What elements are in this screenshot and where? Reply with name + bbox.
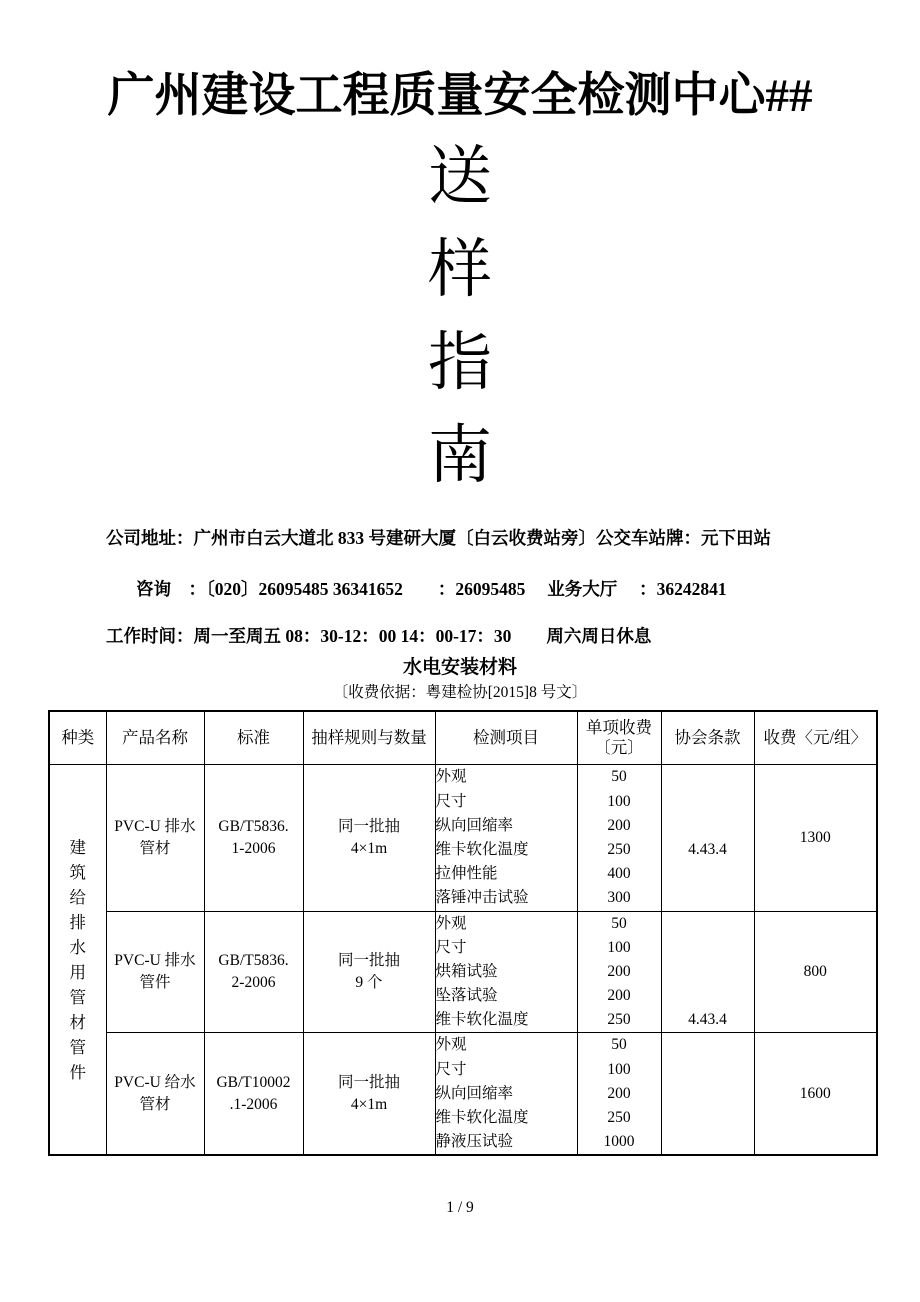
header-unit-fee: 单项收费 〔元〕	[577, 711, 661, 765]
working-hours-line: 工作时间：周一至周五 08：30-12：00 14：00-17：30 周六周日休息	[106, 626, 652, 647]
fee-table-group-row	[49, 911, 877, 1033]
test-item-name: 维卡软化温度	[435, 1109, 529, 1127]
sampling-rule-line: 同一批抽	[337, 1073, 400, 1091]
product-name-line: PVC-U 给水	[114, 1073, 196, 1091]
sampling-rule-line: 4×1m	[350, 839, 388, 857]
unit-fee-value: 100	[607, 938, 631, 956]
product-name-line: PVC-U 排水	[114, 951, 196, 969]
unit-fees-cell	[577, 1033, 661, 1155]
unit-fee-value: 1000	[603, 1133, 635, 1151]
unit-fee-value: 200	[607, 816, 631, 834]
unit-fees-cell	[577, 765, 661, 911]
unit-fee-value: 50	[611, 1036, 627, 1054]
standard-line: GB/T5836.	[218, 817, 289, 835]
unit-fee-value: 400	[607, 865, 631, 883]
standard-cell	[204, 911, 303, 1033]
header-category: 种类	[49, 711, 106, 765]
test-item-name: 静液压试验	[435, 1133, 514, 1151]
category-char: 筑	[69, 862, 86, 882]
association-clause-value	[662, 886, 754, 910]
unit-fee-value: 200	[607, 987, 631, 1005]
fee-table-group-row	[49, 765, 877, 911]
vertical-title-char: 送	[428, 141, 492, 213]
unit-fee-value: 100	[607, 792, 631, 810]
test-items-cell	[435, 911, 577, 1033]
header-association-clause: 协会条款	[661, 711, 754, 765]
section-fee-basis-note: 〔收费依据：粤建检协[2015]8 号文〕	[332, 684, 588, 702]
test-item-name: 坠落试验	[435, 987, 498, 1005]
unit-fee-value: 250	[607, 1109, 631, 1127]
standard-line: GB/T10002	[216, 1073, 291, 1091]
category-char: 管	[69, 1037, 86, 1057]
category-char: 材	[69, 1012, 86, 1032]
test-item-name: 拉伸性能	[435, 865, 498, 883]
info-block	[0, 526, 920, 648]
fee-table	[48, 710, 878, 1156]
product-name-line: PVC-U 排水	[114, 817, 196, 835]
product-name-cell	[106, 1033, 204, 1155]
sampling-rule-cell	[303, 1033, 435, 1155]
group-fee-cell: 1300	[754, 765, 877, 911]
test-item-name: 尺寸	[435, 938, 467, 956]
contact-phone-line: 咨询 ：〔020〕26095485 36341652 ：26095485 业务大厅 ：36242841	[136, 579, 727, 600]
product-name-line: 管件	[139, 973, 171, 991]
association-clause-cell	[661, 765, 754, 911]
association-clause-value	[662, 1033, 754, 1057]
unit-fee-value: 50	[611, 768, 627, 786]
test-item-name: 烘箱试验	[435, 962, 498, 980]
fee-table-group-row	[49, 1033, 877, 1155]
association-clause-value	[662, 936, 754, 960]
header-sampling-rule: 抽样规则与数量	[303, 711, 435, 765]
standard-cell	[204, 765, 303, 911]
category-char: 管	[69, 987, 86, 1007]
test-item-name: 维卡软化温度	[435, 1011, 529, 1029]
sampling-rule-line: 同一批抽	[337, 951, 400, 969]
page-title: 广州建设工程质量安全检测中心##	[107, 70, 813, 122]
association-clause-cell	[661, 1033, 754, 1155]
standard-line: GB/T5836.	[218, 951, 289, 969]
product-name-cell	[106, 911, 204, 1033]
sampling-rule-line: 同一批抽	[337, 817, 400, 835]
category-char: 件	[69, 1062, 86, 1082]
test-items-cell	[435, 765, 577, 911]
test-items-cell	[435, 1033, 577, 1155]
association-clause-value	[662, 1130, 754, 1154]
company-address-line: 公司地址：广州市白云大道北 833 号建研大厦〔白云收费站旁〕公交车站牌：元下田站	[106, 528, 771, 549]
page-number: 1 / 9	[446, 1199, 474, 1217]
standard-line: 1-2006	[231, 839, 276, 857]
association-clause-value	[662, 862, 754, 886]
sampling-rule-line: 9 个	[355, 973, 383, 991]
test-item-name: 尺寸	[435, 792, 467, 810]
unit-fee-value: 250	[607, 1011, 631, 1029]
product-name-cell	[106, 765, 204, 911]
header-test-item: 检测项目	[435, 711, 577, 765]
group-fee-cell: 1600	[754, 1033, 877, 1155]
standard-line: .1-2006	[229, 1095, 278, 1113]
header-standard: 标准	[204, 711, 303, 765]
association-clause-value	[662, 765, 754, 789]
test-item-name: 落锤冲击试验	[435, 889, 529, 907]
association-clause-value	[662, 814, 754, 838]
unit-fee-value: 100	[607, 1060, 631, 1078]
category-cell	[49, 765, 106, 1156]
association-clause-value: 4.43.4	[688, 1011, 727, 1029]
vertical-title-char: 指	[428, 327, 492, 399]
association-clause-value	[662, 984, 754, 1008]
association-clause-value	[662, 912, 754, 936]
association-clause-value	[662, 1058, 754, 1082]
association-clause-value	[662, 960, 754, 984]
category-char: 用	[69, 962, 86, 982]
product-name-line: 管材	[139, 839, 171, 857]
association-clause-value	[662, 790, 754, 814]
test-item-name: 外观	[435, 914, 467, 932]
standard-line: 2-2006	[231, 973, 276, 991]
test-item-name: 尺寸	[435, 1060, 467, 1078]
test-item-name: 纵向回缩率	[435, 1084, 514, 1102]
test-item-name: 外观	[435, 1036, 467, 1054]
vertical-title-char: 样	[428, 234, 492, 306]
test-item-name: 纵向回缩率	[435, 816, 514, 834]
category-char: 给	[69, 887, 86, 907]
association-clause-value: 4.43.4	[688, 840, 727, 858]
standard-cell	[204, 1033, 303, 1155]
test-item-name: 维卡软化温度	[435, 840, 529, 858]
unit-fee-value: 200	[607, 962, 631, 980]
unit-fee-value: 250	[607, 840, 631, 858]
sampling-rule-cell	[303, 765, 435, 911]
test-item-name: 外观	[435, 768, 467, 786]
unit-fee-value: 300	[607, 889, 631, 907]
fee-table-header-row	[49, 711, 877, 765]
association-clause-value	[662, 1106, 754, 1130]
unit-fee-value: 200	[607, 1084, 631, 1102]
unit-fee-value: 50	[611, 914, 627, 932]
association-clause-cell	[661, 911, 754, 1033]
sampling-rule-line: 4×1m	[350, 1095, 388, 1113]
sampling-rule-cell	[303, 911, 435, 1033]
unit-fees-cell	[577, 911, 661, 1033]
product-name-line: 管材	[139, 1095, 171, 1113]
category-char: 建	[69, 837, 86, 857]
category-char: 排	[69, 912, 86, 932]
header-product-name: 产品名称	[106, 711, 204, 765]
vertical-title-char: 南	[428, 420, 492, 492]
header-group-fee: 收费〈元/组〉	[754, 711, 877, 765]
fee-table-body	[49, 765, 877, 1156]
group-fee-cell: 800	[754, 911, 877, 1033]
vertical-title	[0, 130, 920, 502]
section-title: 水电安装材料	[402, 657, 517, 679]
category-char: 水	[69, 937, 86, 957]
association-clause-value	[662, 1082, 754, 1106]
